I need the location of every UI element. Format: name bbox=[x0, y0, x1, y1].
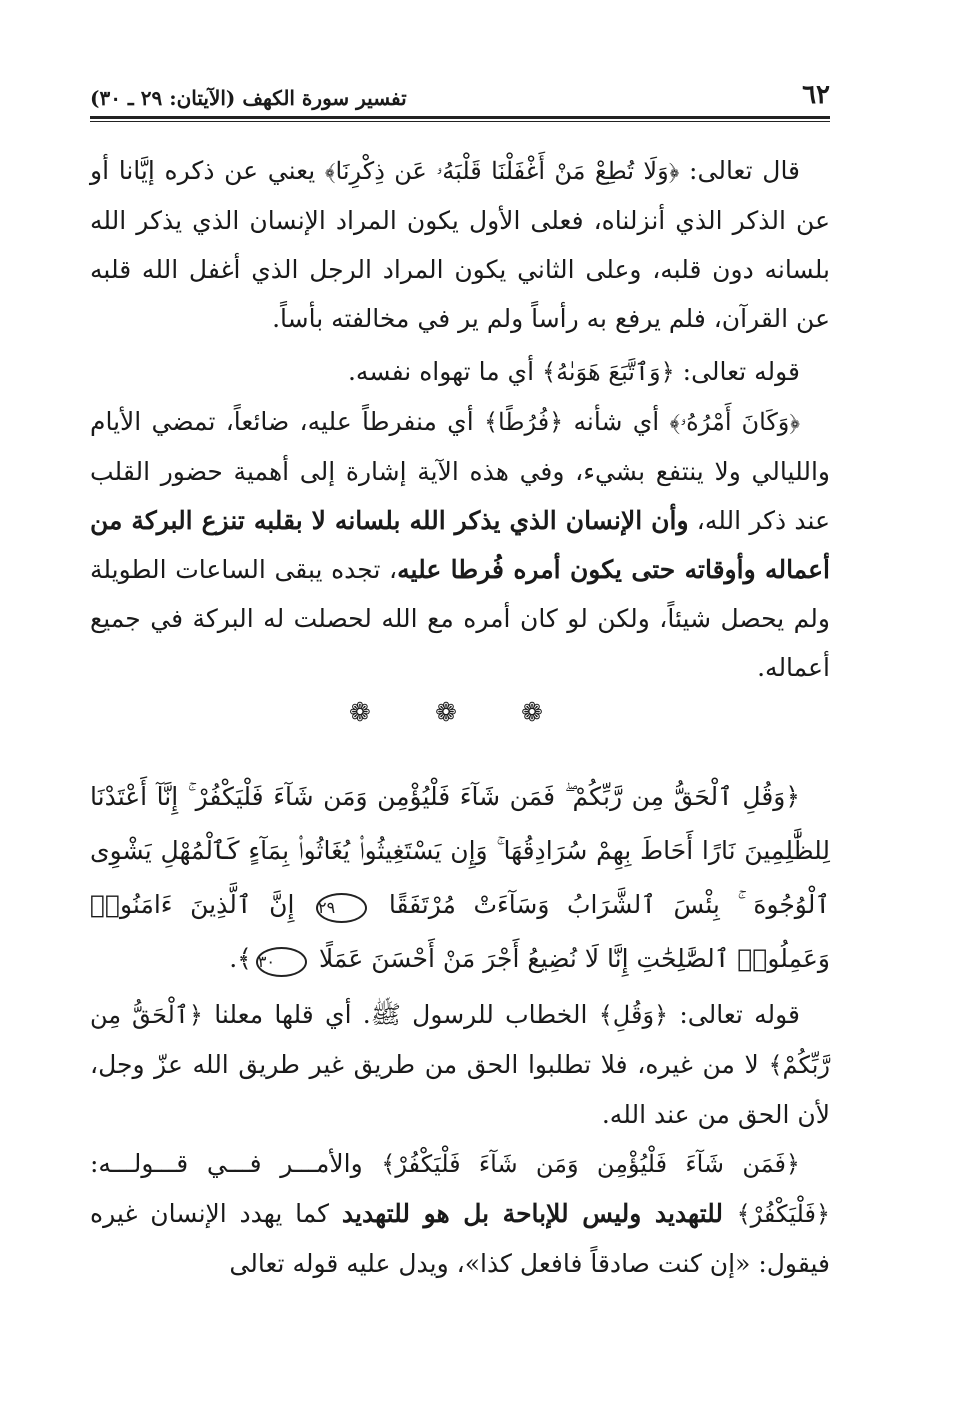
verse-text: ﴿وَقُلِ ٱلْحَقُّ مِن رَّبِّكُمْ ۖ فَمَن شَآءَ فَلْيُؤْمِن وَمَن شَآءَ فَلْيَكْفُرْ ۚ إِنَّآ أَعْتَدْنَا لِلظَّٰلِمِينَ نَارًا أَحَاطَ بِهِمْ سُرَادِقُهَا ۚ وَإِن يَسْتَغِيثُوا۟ يُغَاثُوا۟ بِمَآءٍ كَٱلْمُهْلِ يَشْوِى ٱلْوُجُوهَ ۚ بِئْسَ ٱلشَّرَابُ وَسَآءَتْ مُرْتَفَقًا bbox=[90, 782, 830, 919]
verse-text: إِنَّ ٱلَّذِينَ ءَامَنُوا۟ وَعَمِلُوا۟ ٱلصَّٰلِحَٰتِ إِنَّا لَا نُضِيعُ أَجْرَ مَنْ أَحْسَنَ عَمَلًا bbox=[90, 890, 830, 973]
paragraph-text: يعني عن ذكره إيَّانا أو عن الذكر الذي أنزلناه، فعلى الأول يكون المراد الإنسان الذي يذكر الله بلسانه دون قلبه، وعلى الثاني يكون المراد الرجل الذي أغفل الله قلبه عن القرآن، فلم يرفع به رأساً ولم ير في مخالفته بأساً. bbox=[90, 156, 830, 333]
paragraph-commentary-5 bbox=[90, 1139, 830, 1288]
paragraph-intro: قوله تعالى: bbox=[668, 1000, 801, 1029]
paragraph-text: أي شأنه bbox=[563, 407, 670, 436]
ayah-number-marker: ٢٩ bbox=[316, 893, 367, 923]
section-divider-ornaments: ❁ ❁ ❁ bbox=[349, 698, 571, 728]
page-header bbox=[90, 70, 830, 110]
paragraph-commentary-2 bbox=[90, 347, 830, 397]
paragraph-text: ، تجده يبقى الساعات الطويلة ولم يحصل شيئاً، ولكن لو كان أمره مع الله لحصلت له البركة في جميع أعماله. bbox=[90, 555, 830, 682]
paragraph-text: كما يهدد الإنسان غيره فيقول: «إن كنت صادقاً فافعل كذا»، ويدل عليه قوله تعالى bbox=[90, 1199, 830, 1278]
quran-quote: ﴿ٱلْحَقُّ مِن رَّبِّكُمْ﴾ bbox=[90, 1001, 830, 1079]
paragraph-intro: قال تعالى: bbox=[679, 156, 801, 185]
quran-quote: ﴿وَكَانَ أَمْرُهُۥ﴾ bbox=[669, 408, 801, 436]
bold-emphasis: للتهديد وليس للإباحة بل هو للتهديد bbox=[341, 1199, 737, 1228]
verse-end: ﴾. bbox=[229, 944, 252, 973]
ayah-number-marker: ٣٠ bbox=[256, 947, 307, 977]
quran-quote: ﴿وَقُلِ﴾ bbox=[598, 1001, 669, 1029]
running-title: تفسير سورة الكهف (الآيتان: ٢٩ ـ ٣٠) bbox=[90, 86, 407, 110]
paragraph-commentary-3 bbox=[90, 397, 830, 692]
book-page bbox=[90, 70, 830, 1288]
quran-quote: ﴿وَلَا تُطِعْ مَنْ أَغْفَلْنَا قَلْبَهُۥ عَن ذِكْرِنَا﴾ bbox=[324, 157, 680, 185]
paragraph-text: أي منفرطاً عليه، ضائعاً، تمضي الأيام والليالي ولا ينتفع بشيء، وفي هذه الآية إشارة إلى أهمية حضور القلب عند ذكر الله، bbox=[90, 407, 830, 535]
paragraph-intro: قوله تعالى: bbox=[674, 357, 800, 386]
header-rule bbox=[90, 116, 830, 122]
paragraph-text: الخطاب للرسول ﷺ. أي قلها معلنا bbox=[203, 1000, 599, 1029]
quran-quote: ﴿فَمَن شَآءَ فَلْيُؤْمِن وَمَن شَآءَ فَلْيَكْفُرْ﴾ bbox=[381, 1150, 800, 1178]
paragraph-text: أي ما تهواه نفسه. bbox=[347, 357, 542, 386]
paragraph-commentary-4 bbox=[90, 990, 830, 1139]
page-number: ٦٢ bbox=[802, 80, 830, 110]
quran-verse-block bbox=[90, 770, 830, 986]
quran-quote: ﴿فَلْيَكْفُرْ﴾ bbox=[736, 1200, 830, 1228]
paragraph-commentary-1 bbox=[90, 146, 830, 343]
paragraph-text: والأمـــر فـــي قـــولـــه: bbox=[90, 1149, 382, 1178]
quran-quote: ﴿وَٱتَّبَعَ هَوَىٰهُ﴾ bbox=[542, 358, 675, 386]
paragraph-text: لا من غيره، فلا تطلبوا الحق من طريق غير طريق الله عزّ وجل، لأن الحق من عند الله. bbox=[90, 1050, 830, 1129]
bold-emphasis: وأن الإنسان الذي يذكر الله بلسانه لا بقلبه تنزع البركة من أعماله وأوقاته حتى يكون أمره فُرطا عليه bbox=[90, 506, 830, 584]
quran-quote: ﴿فُرُطًا﴾ bbox=[483, 408, 564, 436]
